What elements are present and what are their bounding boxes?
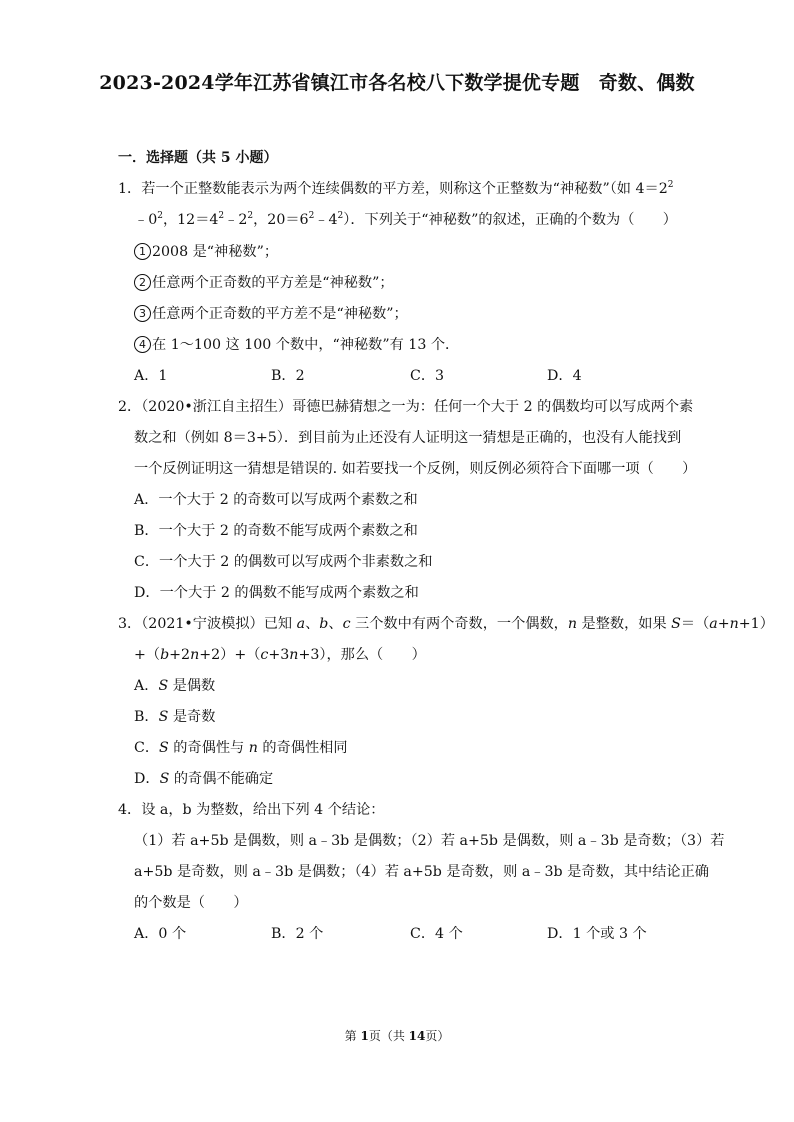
option-b: B．2 个 — [271, 926, 324, 942]
option-a: A．1 — [134, 368, 168, 384]
question-1-line-1: 1．若一个正整数能表示为两个连续偶数的平方差，则称这个正整数为“神秘数”（如 $4=2^2$ — [118, 180, 674, 197]
question-2-option-a: A．一个大于 2 的奇数可以写成两个素数之和 — [134, 492, 418, 508]
question-3-line-2: +（b+2n+2）+（c+3n+3），那么（ ） — [134, 647, 426, 663]
document-title: 2023-2024学年江苏省镇江市各名校八下数学提优专题 奇数、偶数 — [99, 72, 695, 94]
question-4-line-1: 4．设 a，b 为整数，给出下列 4 个结论： — [118, 802, 385, 818]
circled-number: 4 — [134, 336, 151, 353]
circled-number: 2 — [134, 274, 151, 291]
question-4-line-2: （1）若 a+5b 是偶数，则 a﹣3b 是偶数；（2）若 a+5b 是偶数，则 a﹣3b 是奇数；（3）若 — [134, 833, 725, 849]
option-b: B．2 — [271, 368, 305, 384]
question-2-line-2: 数之和（例如 8＝3+5）．到目前为止还没有人证明这一猜想是正确的，也没有人能找到 — [134, 430, 682, 446]
question-3-option-a: A．S 是偶数 — [134, 678, 216, 694]
circled-number: 1 — [134, 243, 151, 260]
option-d: D．1 个或 3 个 — [547, 926, 647, 942]
question-2-option-c: C．一个大于 2 的偶数可以写成两个非素数之和 — [134, 554, 433, 570]
question-2-option-b: B．一个大于 2 的奇数不能写成两个素数之和 — [134, 523, 418, 539]
question-3-option-b: B．S 是奇数 — [134, 709, 216, 725]
circled-number: 3 — [134, 305, 151, 322]
question-3-option-c: C．S 的奇偶性与 n 的奇偶性相同 — [134, 740, 348, 756]
question-2-option-d: D．一个大于 2 的偶数不能写成两个素数之和 — [134, 585, 419, 601]
option-c: C．4 个 — [410, 926, 463, 942]
question-3-option-d: D．S 的奇偶不能确定 — [134, 771, 274, 787]
option-d: D．4 — [547, 368, 582, 384]
question-1-item-1: 1 2008 是“神秘数”； — [134, 243, 278, 261]
question-1-item-3: 3 任意两个正奇数的平方差不是“神秘数”； — [134, 305, 408, 323]
question-3-line-1: 3．（2021•宁波模拟）已知 a、b、c 三个数中有两个奇数，一个偶数，n 是整数，如果 S＝（a+n+1） — [118, 616, 774, 632]
question-1-item-4: 4 在 1～100 这 100 个数中，“神秘数”有 13 个． — [134, 336, 459, 354]
option-c: C．3 — [410, 368, 445, 384]
question-1-line-2: $﹣0^2$，$12=4^2﹣2^2$，$20=6^2﹣4^2$）．下列关于“神秘数”的叙述，正确的个数为（ ） — [134, 211, 677, 228]
option-a: A．0 个 — [134, 926, 187, 942]
section-heading: 一．选择题（共 5 小题） — [118, 150, 278, 166]
question-2-line-3: 一个反例证明这一猜想是错误的. 如若要找一个反例，则反例必须符合下面哪一项（ ） — [134, 461, 697, 477]
question-1-item-2: 2 任意两个正奇数的平方差是“神秘数”； — [134, 274, 394, 292]
question-4-line-3: a+5b 是奇数，则 a﹣3b 是偶数；（4）若 a+5b 是奇数，则 a﹣3b 是奇数，其中结论正确 — [134, 864, 709, 880]
question-4-line-4: 的个数是（ ） — [134, 895, 248, 911]
question-2-line-1: 2．（2020•浙江自主招生）哥德巴赫猜想之一为：任何一个大于 2 的偶数均可以写成两个素 — [118, 399, 694, 415]
page-footer: 第 1页（共 14页） — [344, 1029, 450, 1043]
